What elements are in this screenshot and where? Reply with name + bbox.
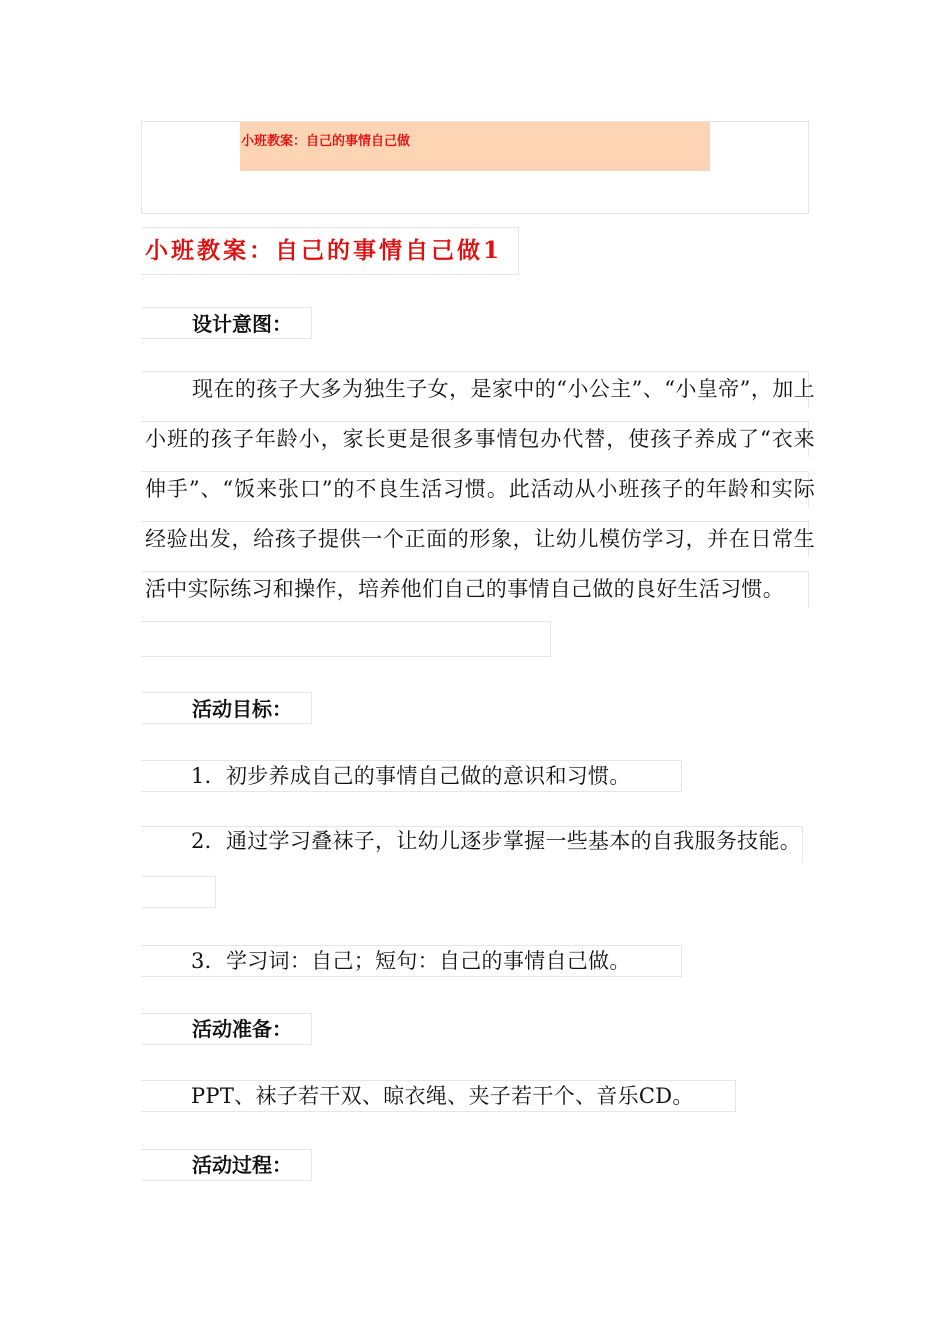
paragraph-frame bbox=[141, 621, 551, 657]
section-heading-preparation: 活动准备： bbox=[192, 1017, 292, 1041]
preparation-text: PPT、袜子若干双、晾衣绳、夹子若干个、音乐CD。 bbox=[191, 1084, 694, 1108]
section-heading-goals: 活动目标： bbox=[192, 697, 292, 721]
design-intent-paragraph: 现在的孩子大多为独生子女，是家中的“小公主”、“小皇帝”，加上小班的孩子年龄小，家长更是很多事情包办代替，使孩子养成了“衣来伸手”、“饭来张口”的不良生活习惯。此活动从小班孩子的年龄和实际经验出发，给孩子提供一个正面的形象，让幼儿模仿学习，并在日常生活中实际练习和操作，培养他们自己的事情自己做的良好生活习惯。 bbox=[145, 377, 815, 601]
goal-frame bbox=[141, 876, 216, 908]
goal-item-1: 1．初步养成自己的事情自己做的意识和习惯。 bbox=[191, 764, 631, 788]
header-banner-text: 小班教案：自己的事情自己做 bbox=[241, 134, 411, 149]
section-heading-process: 活动过程： bbox=[192, 1153, 292, 1177]
goal-item-3: 3．学习词：自己；短句：自己的事情自己做。 bbox=[191, 949, 631, 973]
goal-item-2: 2．通过学习叠袜子，让幼儿逐步掌握一些基本的自我服务技能。 bbox=[191, 829, 802, 853]
document-title: 小班教案：自己的事情自己做1 bbox=[145, 237, 503, 264]
section-heading-design-intent: 设计意图： bbox=[192, 312, 292, 336]
